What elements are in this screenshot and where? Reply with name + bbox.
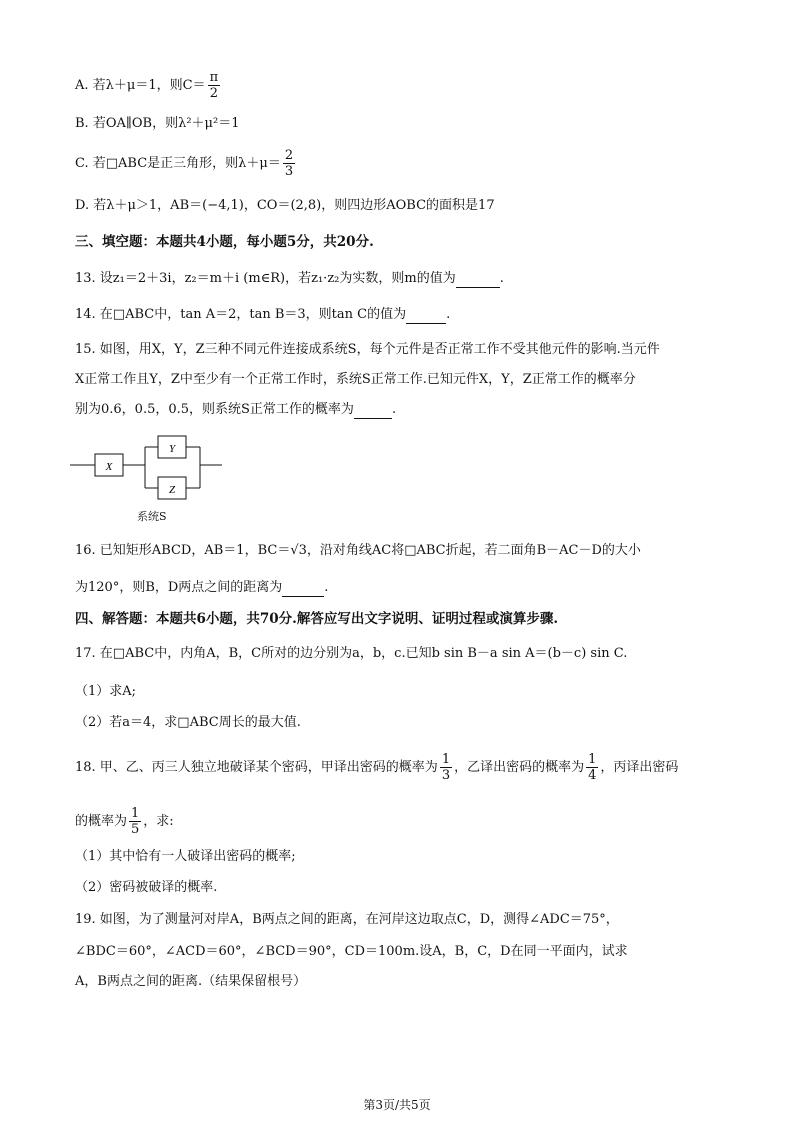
option-a-denominator: 2 [209, 86, 218, 101]
fraction-one-fifth [129, 806, 141, 837]
component-z-label: Z [168, 484, 176, 496]
option-a-fraction [208, 70, 221, 101]
option-d: D. 若λ＋μ＞1，AB＝(−4,1)，CO＝(2,8)，则四边形AOBC的面积是17 [75, 198, 495, 213]
denominator: 3 [441, 768, 451, 783]
option-c-denominator: 3 [284, 164, 294, 179]
numerator: 1 [588, 752, 597, 767]
question-15-line-2: X正常工作且Y，Z中至少有一个正常工作时，系统S正常工作.已知元件X，Y，Z正常工作的概率分 [75, 372, 636, 387]
period: . [391, 402, 397, 417]
question-18-part-1: （1）其中恰有一人破译出密码的概率; [75, 849, 296, 864]
component-y-label: Y [168, 443, 176, 455]
circuit-caption: 系统S [137, 510, 167, 523]
question-18-part-2: （2）密码被破译的概率. [75, 880, 218, 895]
question-17-part-2: （2）若a＝4，求□ABC周长的最大值. [75, 715, 301, 730]
numerator: 1 [131, 806, 140, 821]
question-17-line-1: 17. 在□ABC中，内角A，B，C所对的边分别为a，b，c.已知b sin B－a sin A＝(b－c) sin C. [75, 646, 628, 661]
fraction-one-third [440, 752, 452, 783]
question-15-line-1: 15. 如图，用X，Y，Z三种不同元件连接成系统S，每个元件是否正常工作不受其他元件的影响.当元件 [75, 342, 660, 357]
answer-blank[interactable] [406, 309, 446, 324]
question-18-line-2 [75, 806, 174, 837]
page-number: 第3页/共5页 [363, 1098, 431, 1112]
question-13 [75, 270, 504, 288]
question-19-line-2: ∠BDC＝60°，∠ACD＝60°，∠BCD＝90°，CD＝100m.设A，B，C，D在同一平面内，试求 [75, 944, 628, 959]
question-17-part-1: （1）求A; [75, 684, 137, 699]
circuit-diagram [70, 430, 230, 508]
question-18-text-b: ，乙译出密码的概率为 [454, 760, 585, 775]
answer-blank[interactable] [456, 273, 500, 288]
section-4-heading: 四、解答题：本题共6小题，共70分.解答应写出文字说明、证明过程或演算步骤. [75, 611, 559, 627]
question-13-text: 13. 设z₁＝2＋3i，z₂＝m＋i (m∈R)，若z₁·z₂为实数，则m的值为 [75, 271, 456, 286]
fraction-one-fourth [586, 752, 598, 783]
question-18-text-d: 的概率为 [75, 814, 128, 829]
period: . [324, 580, 329, 595]
option-a-numerator: π [209, 70, 219, 85]
option-c [75, 148, 297, 179]
option-c-fraction [283, 148, 295, 179]
question-14-text: 14. 在□ABC中，tan A＝2，tan B＝3，则tan C的值为 [75, 307, 407, 322]
section-3-heading: 三、填空题：本题共4小题，每小题5分，共20分. [75, 234, 374, 250]
denominator: 4 [588, 768, 597, 783]
question-15-line-3 [75, 401, 396, 419]
question-14 [75, 306, 450, 324]
option-b: B. 若OA∥OB，则λ²＋μ²＝1 [75, 116, 240, 131]
question-18-text-e: ，求: [143, 814, 174, 829]
option-a-text: A. 若λ＋μ＝1，则C＝ [75, 78, 206, 93]
option-c-numerator: 2 [284, 148, 294, 163]
question-18-line-1 [75, 752, 678, 783]
question-18-text-c: ，丙译出密码 [600, 760, 679, 775]
question-15-text: 别为0.6，0.5，0.5，则系统S正常工作的概率为 [75, 402, 354, 417]
question-19-line-3: A，B两点之间的距离.（结果保留根号） [75, 974, 307, 989]
question-16-line-2 [75, 579, 328, 597]
question-16-text: 为120°，则B，D两点之间的距离为 [75, 580, 283, 595]
answer-blank[interactable] [354, 404, 392, 419]
option-a [75, 70, 222, 101]
question-18-text-a: 18. 甲、乙、丙三人独立地破译某个密码，甲译出密码的概率为 [75, 760, 438, 775]
period: . [499, 271, 504, 286]
component-x-label: X [105, 461, 113, 473]
denominator: 5 [131, 822, 140, 837]
numerator: 1 [441, 752, 451, 767]
question-16-line-1: 16. 已知矩形ABCD，AB＝1，BC＝√3，沿对角线AC将□ABC折起，若二面角B－AC－D的大小 [75, 543, 641, 558]
period: . [446, 307, 451, 322]
question-19-line-1: 19. 如图，为了测量河对岸A，B两点之间的距离，在河岸这边取点C，D，测得∠ADC＝75°， [75, 912, 619, 927]
answer-blank[interactable] [282, 582, 324, 597]
option-c-text: C. 若□ABC是正三角形，则λ＋μ＝ [75, 156, 281, 171]
